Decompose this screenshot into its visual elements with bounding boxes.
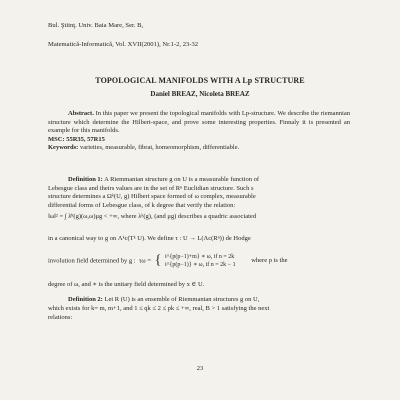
abstract-section bbox=[48, 110, 350, 153]
norm-formula: ‖ω‖² = ∫ λ̄ᵏ(g)(ω,ω)μg < +∞, where λᵏ(g), (and μg) describes a quadric associated bbox=[48, 213, 257, 220]
definition-1-line-2: Lebesgue class and theirs values are in the set of Rⁿ Euclidian structure. Such s bbox=[48, 184, 254, 192]
hodge-definition-line: in a canonical way to g on Λᵏc(Tᵏ U). We define τ : U → L(Λc(Rⁿ)) de Hodge bbox=[48, 235, 251, 242]
paper-authors: Daniel BREAZ, Nicoleta BREAZ bbox=[150, 90, 250, 98]
keywords-text: varieties, measurable, fibrat, homeomorphism, differentiable. bbox=[79, 144, 240, 152]
msc-line bbox=[48, 136, 350, 145]
msc-codes: 55R35, 57R15 bbox=[66, 135, 105, 143]
paper-title: TOPOLOGICAL MANIFOLDS WITH A Lp STRUCTURE bbox=[95, 76, 305, 85]
definition-2-text bbox=[48, 296, 350, 322]
brace-symbol: { bbox=[154, 253, 162, 268]
involution-label: involution field determined by g : bbox=[48, 257, 136, 265]
page-number: 23 bbox=[196, 365, 204, 372]
involution-formula: involution field determined by g : τω = { i^{p(p−1)+m} ∗ ω, if n = 2k i^{p(p−1)} ∗ ω, if n = 2k − 1 where p is the bbox=[48, 253, 288, 268]
abstract-label: Abstract. bbox=[68, 110, 94, 117]
definition-2-line-2: which exists for k= m, m+1, and 1 ≤ qk ≤ 2 ≤ pk ≤ +∞, real, B > 1 satisfying the next bbox=[48, 304, 270, 312]
abstract-paragraph bbox=[48, 110, 350, 136]
involution-where: where p is the bbox=[251, 257, 288, 265]
definition-1-label: Definition 1: bbox=[68, 176, 103, 183]
journal-header-line-2: Matematică-Informatică, Vol. XVII(2001), Nr.1-2, 23-32 bbox=[48, 41, 199, 48]
definition-1-text bbox=[48, 176, 350, 210]
definition-1-line-3: structure determines a Ωᵏ(U, g) Hilbert space formed of ω complex, measurable bbox=[48, 193, 256, 201]
degree-line: degree of ω, and ∗ is the unitary field determined by x ∈ U. bbox=[48, 281, 205, 288]
journal-header-line-1: Bul. Ştiinţ. Univ. Baia Mare, Ser. B, bbox=[48, 22, 144, 29]
involution-case-1: i^{p(p−1)+m} ∗ ω, if n = 2k bbox=[164, 254, 235, 260]
msc-label: MSC: bbox=[48, 135, 65, 143]
definition-2-line-1: Definition 2: Let R (U) is an ensemble of Riemmanian structures g on U, bbox=[68, 296, 260, 303]
definition-2-label: Definition 2: bbox=[68, 296, 103, 303]
involution-cases bbox=[165, 253, 236, 269]
involution-case-2: i^{p(p−1)} ∗ ω, if n = 2k − 1 bbox=[164, 262, 236, 268]
keywords-label: Keywords: bbox=[48, 144, 79, 152]
definition-2-line-3: relations: bbox=[48, 313, 73, 321]
definition-1-line-1: Definition 1: A Riemmanian structure g on U is a measurable function of bbox=[68, 176, 260, 183]
definition-1-line-4: differential forms of Lebesgue class, of k degree that verify the relation: bbox=[48, 201, 236, 209]
keywords-line bbox=[48, 144, 350, 153]
abstract-text: In this paper we present the topological manifolds with Lp-structure. We describe the riemannian structure which determine the Hilbert-space, and prove some interesting properties. Finnaly it is presented an example for this manifolds. bbox=[48, 110, 351, 135]
